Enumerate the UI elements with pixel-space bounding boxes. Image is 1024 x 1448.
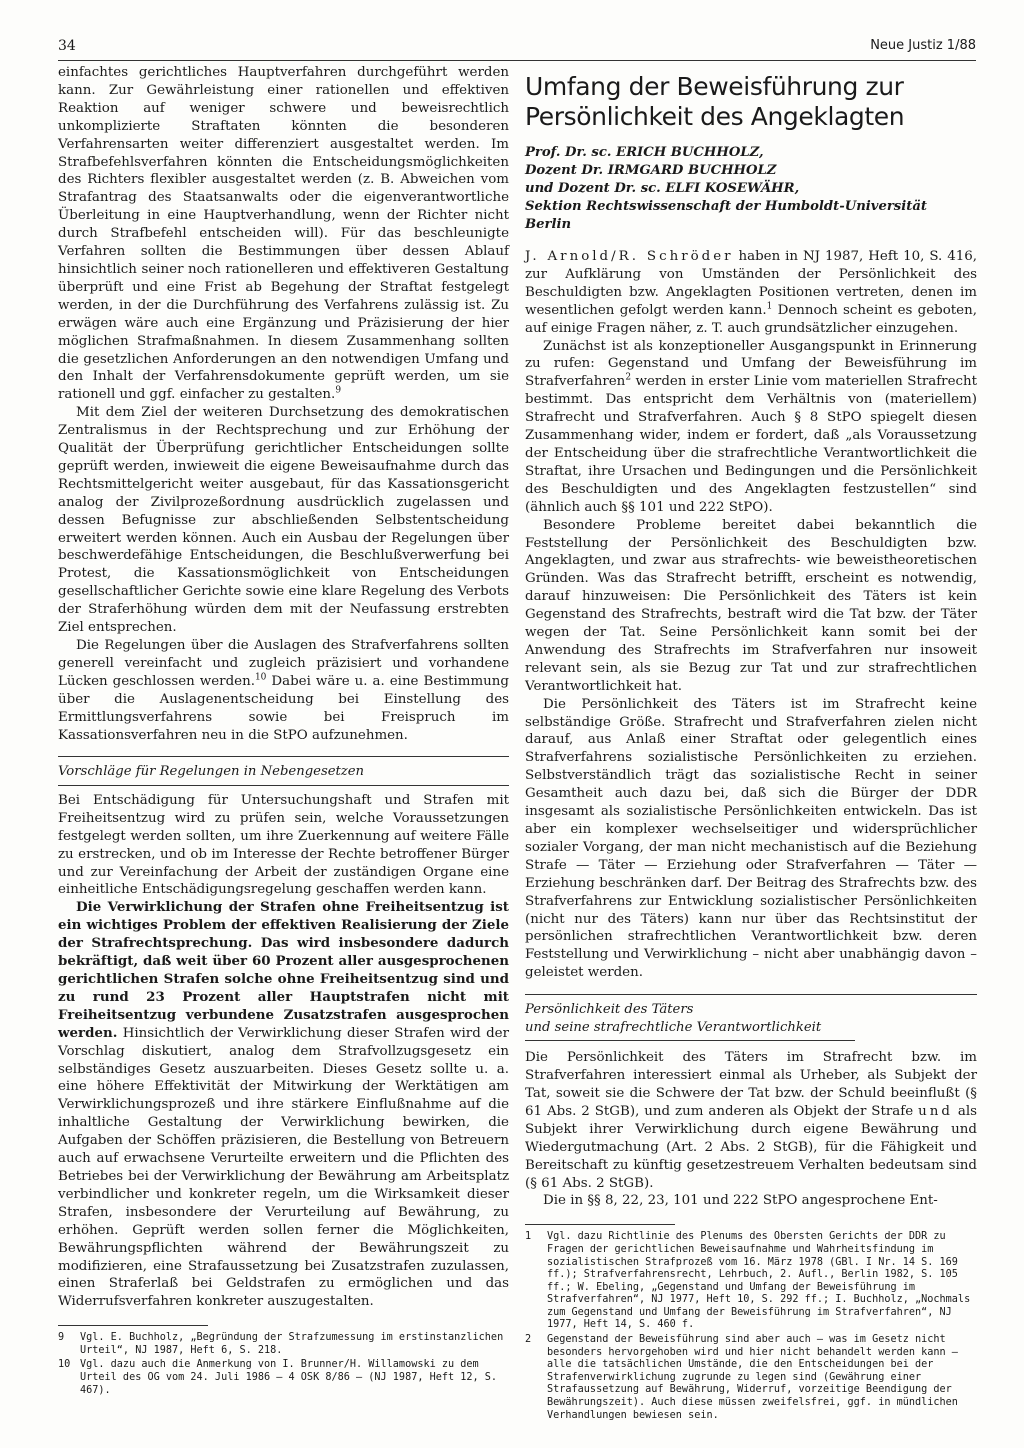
bold-text: Die Verwirklichung der Strafen ohne Freiheitsentzug ist ein wichtiges Problem der effektiven Realisierung der Ziele der Strafrechtsprechung. Das wird insbesondere dadurch bekräftigt, daß weit über 60 Prozent aller ausgesprochenen gerichtlichen Strafen solche ohne Freiheitsentzug sind und zu rund 23 Prozent aller Hauptstrafen nicht mit Freiheitsentzug verbundene Zusatzstrafen ausgesprochen werden. bbox=[58, 899, 509, 1041]
footnote bbox=[525, 1231, 977, 1332]
footnote-text: Vgl. E. Buchholz, „Begründung der Strafzumessung im erstinstanzlichen Urteil“, NJ 1987, Heft 6, S. 218. bbox=[80, 1332, 504, 1356]
section-heading bbox=[525, 995, 977, 1040]
footnote-ref: 9 bbox=[335, 385, 342, 396]
section-heading-line: und seine strafrechtliche Verantwortlichkeit bbox=[525, 1019, 822, 1035]
author-block bbox=[525, 144, 977, 234]
paragraph-text: Die Regelungen über die Auslagen des Strafverfahrens sollten generell vereinfacht und zugleich präzisiert und vorhandene Lücken geschlossen werden. bbox=[58, 638, 509, 689]
footnote-rule bbox=[525, 1224, 675, 1225]
paragraph-text: Hinsichtlich der Verwirklichung dieser Strafen wird der Vorschlag diskutiert, analog dem Strafvollzugsgesetz ein selbständiges Gesetz auszuarbeiten. Dieses Gesetz sollte u. a. eine höhere Effektivität der Mitwirkung der Werktätigen am Verwirklichungsprozeß und ihre stärkere Einflußnahme auf die inhaltliche Gestaltung der Verwirklichung bewirken, die Aufgaben der Schöffen präzisieren, die Bestellung von Betreuern auch auf erwachsene Verurteilte erweitern und die Pflichten des Betriebes bei der Verwirklichung der Bewährung am Arbeitsplatz verbindlicher und konkreter regeln, um die Wirksamkeit dieser Strafen, insbesondere der Verurteilung auf Bewährung, zu erhöhen. Geprüft werden sollen ferner die Möglichkeiten, Bewährungspflichten während der Bewährungszeit zu modifizieren, eine Strafaussetzung bei Zusatzstrafen zuzulassen, einen Straferlaß bei Geldstrafen zu ermöglichen und das Widerrufsverfahren konkreter auszugestalten. bbox=[58, 1025, 509, 1310]
author-line: Dozent Dr. IRMGARD BUCHHOLZ bbox=[525, 163, 777, 178]
page-number: 34 bbox=[58, 38, 76, 54]
footnote-number: 2 bbox=[525, 1334, 532, 1346]
left-footnotes bbox=[58, 1332, 509, 1397]
footnote-text: Vgl. dazu Richtlinie des Plenums des Obersten Gerichts der DDR zu Fragen der gerichtlichen Beweisaufnahme und Wahrheitsfindung im sozialistischen Strafprozeß vom 16. März 1978 (GBl. I Nr. 14 S. 169 ff.); Strafverfahrensrecht, Lehrbuch, 2. Aufl., Berlin 1982, S. 105 ff.; W. Ebeling, „Gegenstand und Umfang der Beweisführung im Strafverfahren“, NJ 1977, Heft 10, S. 292 ff.; I. Buchholz, „Nochmals zum Gegenstand und Umfang der Beweisführung im Strafverfahren“, NJ 1977, Heft 14, S. 460 f. bbox=[547, 1231, 971, 1331]
paragraph-text: Dabei wäre u. a. eine Bestimmung über die Auslagenentscheidung bei Einstellung des Ermittlungsverfahrens sowie bei Freispruch im Kassationsverfahren neu in die StPO aufzunehmen. bbox=[58, 673, 509, 743]
left-paragraph-1 bbox=[58, 64, 509, 404]
paragraph-text: Dennoch scheint es geboten, auf einige Fragen näher, z. T. auch grundsätzlicher einzugehen. bbox=[525, 302, 977, 336]
right-footnotes bbox=[525, 1231, 977, 1422]
section-rule-bottom bbox=[58, 785, 509, 786]
paragraph-text: einfachtes gerichtliches Hauptverfahren durchgeführt werden kann. Zur Gewährleistung einer rationellen und effektiven Reaktion auf weniger schwere und beweisrechtlich unkomplizierte Straftaten könnten die besonderen Verfahrensarten weiter differenziert ausgestaltet werden. Im Strafbefehlsverfahren könnten die Entscheidungsmöglichkeiten des Richters flexibler ausgestaltet werden (z. B. Abweichen vom Strafantrag des Staatsanwalts oder die eigenverantwortliche Überleitung in eine Hauptverhandlung, wenn der Richter nicht durch Strafbefehl entscheiden will). Für das beschleunigte Verfahren sollten die Bestimmungen über dessen Ablauf hinsichtlich seiner noch rationelleren und effektiveren Gestaltung überprüft und eine Frist ab Begehung der Straftat festgelegt werden, in der die Durchführung des Verfahrens zulässig ist. Zu erwägen wäre auch eine Ergänzung und Präzisierung der hier möglichen Strafmaßnahmen. In diesem Zusammenhang sollten die gesetzlichen Anforderungen an den notwendigen Umfang und den Inhalt der Verfahrensdokumente geprüft werden, um sie rationell und ggf. einfacher zu gestalten. bbox=[58, 65, 509, 403]
left-paragraph-5 bbox=[58, 899, 509, 1311]
author-line: und Dozent Dr. sc. ELFI KOSEWÄHR, bbox=[525, 181, 800, 196]
journal-name: Neue Justiz 1/88 bbox=[870, 38, 976, 53]
right-paragraph-1 bbox=[525, 248, 977, 338]
right-column bbox=[525, 64, 977, 1424]
paragraph-text: haben in NJ 1987, Heft 10, S. 416, zur Aufklärung von Umständen der Persönlichkeit des Beschuldigten bzw. Angeklagten Positionen vertreten, denen im wesentlichen gefolgt werden kann. bbox=[525, 249, 978, 318]
right-paragraph-4: Die Persönlichkeit des Täters ist im Strafrecht keine selbständige Größe. Strafrecht und Strafverfahren zielen nicht darauf, aus Anlaß einer Straftat oder gelegentlich eines Strafverfahrens sozialistische Persönlichkeiten zu erziehen. Selbstverständlich trägt das sozialistische Recht in seiner Gesamtheit auch dazu bei, daß sich die Bürger der DDR insgesamt als sozialistische Persönlichkeiten entwickeln. Das ist aber ein komplexer wechselseitiger und widersprüchlicher sozialer Vorgang, der man nicht mechanistisch auf die Beziehung Strafe — Täter — Erziehung oder Strafverfahren — Täter — Erziehung beschränken darf. Der Beitrag des Strafrechts bzw. des Strafverfahrens zur Entwicklung sozialistischer Persönlichkeiten (nicht nur des Täters) kann nur über das Rechtsinstitut der persönlichen strafrechtlichen Verantwortlichkeit bzw. deren Feststellung und Verwirklichung – nicht aber unabhängig davon – geleistet werden. bbox=[525, 696, 977, 981]
section-rule-bottom bbox=[525, 1040, 855, 1041]
footnote-ref: 2 bbox=[625, 372, 632, 383]
article-title: Umfang der Beweisführung zur Persönlichkeit des Angeklagten bbox=[525, 72, 905, 131]
page-header bbox=[58, 38, 976, 61]
paragraph-text: Die Persönlichkeit des Täters im Strafrecht bzw. im Strafverfahren interessiert einmal als Urheber, als Subjekt der Tat, soweit sie die Schwere der Tat bzw. der Schuld beeinflußt (§ 61 Abs. 2 StGB), und zum anderen als Objekt der Strafe bbox=[525, 1050, 977, 1119]
left-paragraph-4: Bei Entschädigung für Untersuchungshaft und Strafen mit Freiheitsentzug wird zu prüfen sein, welche Voraussetzungen festgelegt werden sollten, um ihre Zuerkennung auf weitere Fälle zu erstrecken, und ob im Interesse der Rechte betroffener Bürger und zur Vereinfachung der Arbeit der zuständigen Organe eine einheitliche Entschädigungsregelung geschaffen werden kann. bbox=[58, 792, 509, 898]
section-heading-line: Persönlichkeit des Täters bbox=[525, 1002, 694, 1018]
left-column bbox=[58, 64, 509, 1399]
right-paragraph-5 bbox=[525, 1049, 977, 1192]
footnote-number: 10 bbox=[58, 1359, 71, 1371]
left-paragraph-3 bbox=[58, 637, 509, 744]
footnote bbox=[525, 1334, 977, 1422]
author-line: Prof. Dr. sc. ERICH BUCHHOLZ, bbox=[525, 145, 764, 160]
right-paragraph-2 bbox=[525, 338, 977, 517]
right-paragraph-3: Besondere Probleme bereitet dabei bekanntlich die Feststellung der Persönlichkeit des Beschuldigten bzw. Angeklagten, und zwar aus strafrechts- wie beweistheoretischen Gründen. Was das Strafrecht betrifft, erscheint es notwendig, darauf hinzuweisen: Die Persönlichkeit des Täters ist kein Gegenstand des Strafrechts, bestraft wird die Tat bzw. der Täter wegen der Tat. Seine Persönlichkeit kann somit bei der Anwendung des Strafrechts im Strafverfahren nur insoweit relevant sein, als sie Bezug zur Tat und zur strafrechtlichen Verantwortlichkeit hat. bbox=[525, 517, 977, 694]
footnote bbox=[58, 1332, 509, 1357]
footnote-rule bbox=[58, 1325, 208, 1326]
right-paragraph-6: Die in §§ 8, 22, 23, 101 und 222 StPO angesprochene Ent- bbox=[543, 1193, 938, 1209]
footnote-ref: 1 bbox=[766, 301, 773, 312]
paragraph-text: als Subjekt ihrer Verwirklichung durch eigene Bewährung und Wiedergutmachung (Art. 2 Abs. 2 StGB), für die Fähigkeit und Bereitschaft zu künftig gesetzestreuem Verhalten bedeutsam sind (§ 61 Abs. 2 StGB). bbox=[525, 1103, 977, 1191]
footnote-text: Vgl. dazu auch die Anmerkung von I. Brunner/H. Willamowski zu dem Urteil des OG vom 24. Juli 1986 – 4 OSK 8/86 – (NJ 1987, Heft 12, S. 467). bbox=[80, 1359, 498, 1396]
footnote-number: 9 bbox=[58, 1332, 65, 1344]
cited-authors: J. Arnold/R. Schröder bbox=[525, 249, 734, 264]
footnote-number: 1 bbox=[525, 1231, 532, 1243]
footnote-ref: 10 bbox=[254, 672, 267, 683]
left-paragraph-2: Mit dem Ziel der weiteren Durchsetzung des demokratischen Zentralismus in der Rechtsprechung und zur Erhöhung der Qualität der Überprüfung gerichtlicher Entscheidungen sollte geprüft werden, inwieweit die eigene Beweisaufnahme durch das Rechtsmittelgericht weiter ausgebaut, für das Kassationsgericht analog der Zivilprozeßordnung ausdrücklich zugelassen und dessen Befugnisse zur abschließenden Selbstentscheidung erweitert werden können. Auch ein Ausbau der Regelungen über beschwerdefähige Entscheidungen, die Beschlußverwerfung bei Protest, die Kassationsmöglichkeit von Entscheidungen gesellschaftlicher Gerichte sowie eine klare Regelung des Verbots der Straferhöhung würden dem mit der Neufassung erstrebten Ziel entsprechen. bbox=[58, 405, 509, 636]
footnote-text: Gegenstand der Beweisführung sind aber auch – was im Gesetz nicht besonders hervorgehoben wird und hier nicht behandelt werden kann – alle die tatsächlichen Umstände, die den Entscheidungen bei der Strafenverwirklichung zugrunde zu legen sind (Gewährung einer Strafaussetzung auf Bewährung, Widerruf, vorzeitige Beendigung der Bewährungszeit). Auch diese müssen zweifelsfrei, ggf. in mündlichen Verhandlungen bewiesen sein. bbox=[547, 1334, 958, 1421]
spaced-word: und bbox=[918, 1103, 953, 1119]
paragraph-text: werden in erster Linie vom materiellen Strafrecht bestimmt. Das entspricht dem Verhältnis von (materiellem) Strafrecht und Strafverfahren. Auch § 8 StPO spiegelt diesen Zusammenhang wider, indem er fordert, daß „als Voraussetzung der Entscheidung über die strafrechtliche Verantwortlichkeit die Straftat, ihre Ursachen und Bedingungen und die Persönlichkeit des Beschuldigten und des Angeklagten festzustellen“ sind (ähnlich auch §§ 101 und 222 StPO). bbox=[525, 374, 977, 515]
paragraph-text: Zunächst ist als konzeptioneller Ausgangspunkt in Erinnerung zu rufen: Gegenstand und Umfang der Beweisführung im Strafverfahren bbox=[525, 338, 977, 390]
footnote bbox=[58, 1359, 509, 1397]
section-heading: Vorschläge für Regelungen in Nebengesetzen bbox=[58, 764, 365, 780]
author-affiliation: Sektion Rechtswissenschaft der Humboldt-Universität Berlin bbox=[525, 199, 927, 232]
